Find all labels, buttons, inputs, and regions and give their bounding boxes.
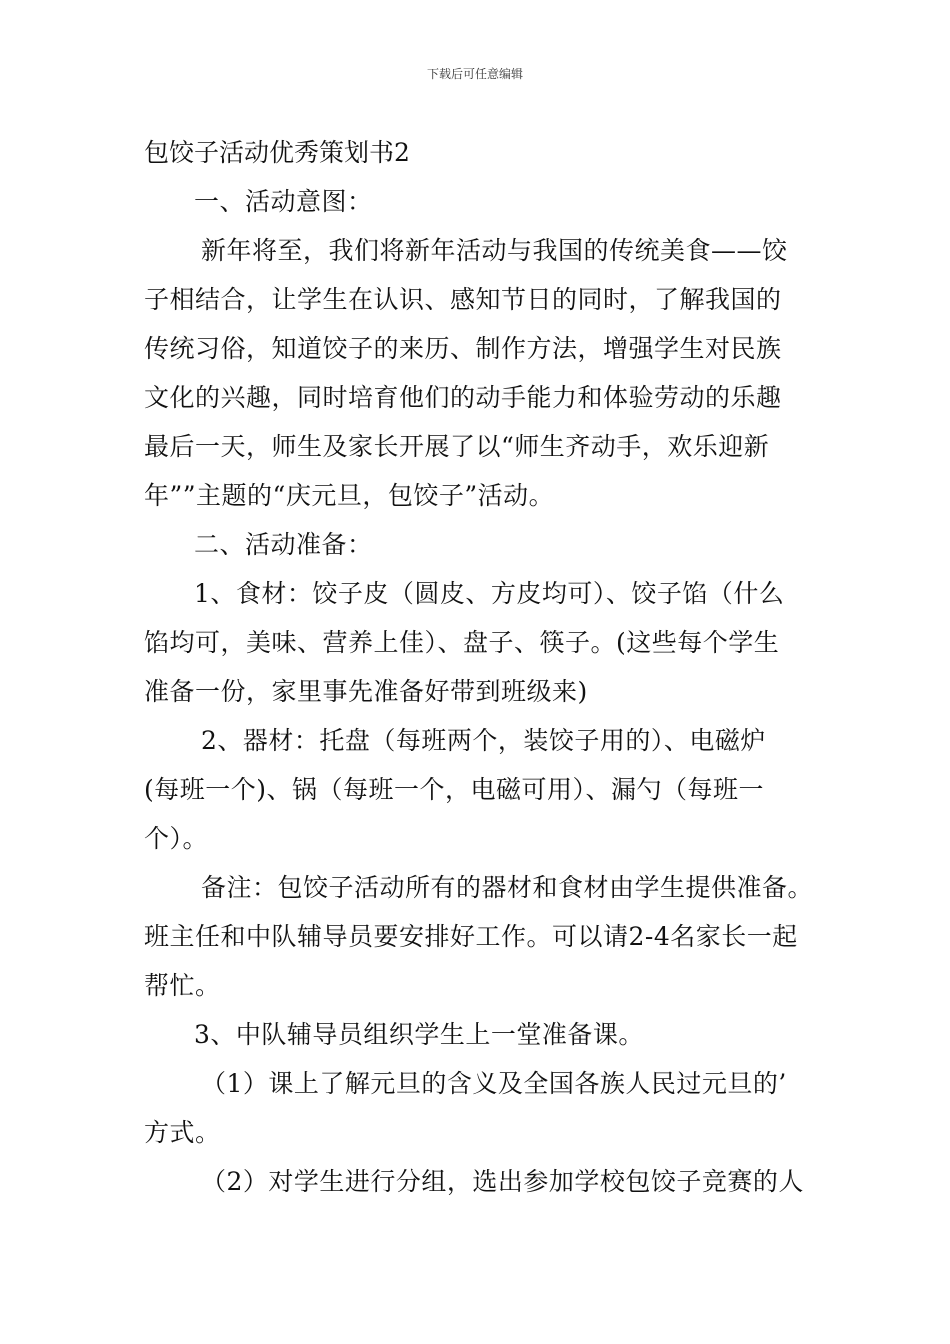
list-item-line: (每班一个)、锅（每班一个，电磁可用）、漏勺（每班一 bbox=[144, 775, 765, 804]
sub-item-line: （1）课上了解元旦的含义及全国各族人民过元旦的’ bbox=[201, 1069, 787, 1098]
list-item-line: 准备一份，家里事先准备好带到班级来) bbox=[144, 677, 588, 706]
paragraph-line: 传统习俗，知道饺子的来历、制作方法，增强学生对民族 bbox=[144, 334, 782, 363]
sub-item-line: 方式。 bbox=[144, 1118, 221, 1147]
note-line: 班主任和中队辅导员要安排好工作。可以请2-4名家长一起 bbox=[144, 922, 798, 951]
list-item-line: 2、器材：托盘（每班两个，装饺子用的）、电磁炉 bbox=[201, 726, 766, 755]
paragraph-line: 最后一天，师生及家长开展了以“师生齐动手，欢乐迎新 bbox=[144, 432, 770, 461]
paragraph-line: 文化的兴趣，同时培育他们的动手能力和体验劳动的乐趣 bbox=[144, 383, 782, 412]
section-heading-preparation: 二、活动准备： bbox=[194, 530, 373, 559]
list-item-line: 1、食材：饺子皮（圆皮、方皮均可）、饺子馅（什么 bbox=[194, 579, 785, 608]
sub-item-line: （2）对学生进行分组，选出参加学校包饺子竞赛的人 bbox=[201, 1167, 804, 1196]
list-item-line: 个）。 bbox=[144, 824, 209, 853]
section-heading-purpose: 一、活动意图： bbox=[194, 187, 373, 216]
paragraph-line: 新年将至，我们将新年活动与我国的传统美食——饺 bbox=[201, 236, 788, 265]
page-header: 下载后可任意编辑 bbox=[426, 67, 523, 81]
document-title: 包饺子活动优秀策划书2 bbox=[144, 138, 410, 167]
list-item-line: 馅均可，美味、营养上佳）、盘子、筷子。(这些每个学生 bbox=[144, 628, 780, 657]
paragraph-line: 子相结合，让学生在认识、感知节日的同时，了解我国的 bbox=[144, 285, 782, 314]
note-line: 帮忙。 bbox=[144, 971, 221, 1000]
list-item-line: 3、中队辅导员组织学生上一堂准备课。 bbox=[194, 1020, 644, 1049]
note-line: 备注：包饺子活动所有的器材和食材由学生提供准备。 bbox=[201, 873, 814, 902]
document-body bbox=[144, 128, 824, 1206]
paragraph-line: 年””主题的“庆元旦，包饺子”活动。 bbox=[144, 481, 555, 510]
